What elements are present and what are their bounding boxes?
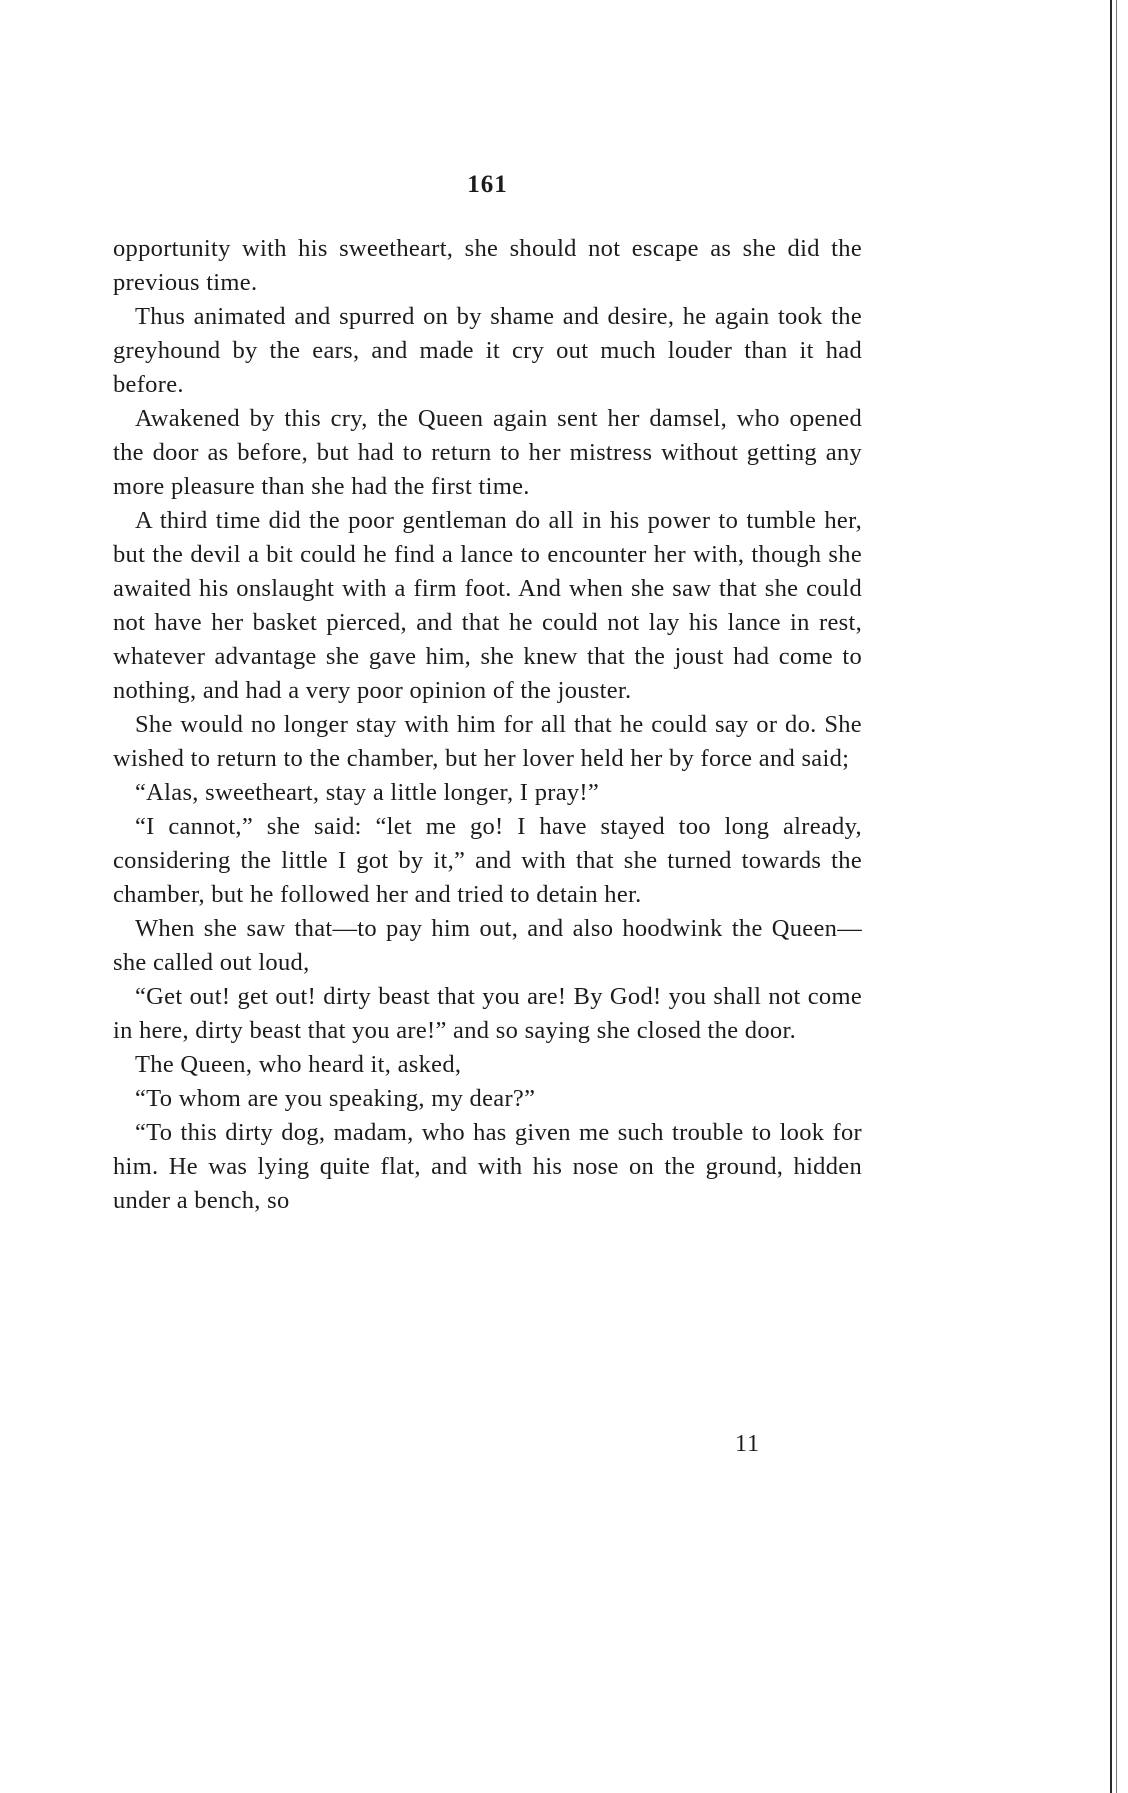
paragraph-10: The Queen, who heard it, asked, <box>135 1051 462 1078</box>
paragraph-2: Thus animated and spurred on by shame and desire, he again took the greyhound by the ears, and made it cry out much louder than it had before. <box>113 303 862 398</box>
paragraph-3: Awakened by this cry, the Queen again sent her damsel, who opened the door as before, but had to return to her mistress without getting any more pleasure than she had the first time. <box>113 405 862 500</box>
body-text <box>113 232 862 1218</box>
paragraph-11: “To whom are you speaking, my dear?” <box>135 1085 536 1112</box>
page-edge-border-secondary <box>1116 0 1117 1793</box>
paragraph-12: “To this dirty dog, madam, who has given me such trouble to look for him. He was lying quite flat, and with his nose on the ground, hidden under a bench, so <box>113 1119 862 1214</box>
signature-mark: 11 <box>735 1431 761 1457</box>
paragraph-1: opportunity with his sweetheart, she should not escape as she did the previous time. <box>113 235 862 296</box>
page-number: 161 <box>467 171 508 198</box>
paragraph-9: “Get out! get out! dirty beast that you are! By God! you shall not come in here, dirty beast that you are!” and so saying she closed the door. <box>113 983 862 1044</box>
paragraph-8: When she saw that—to pay him out, and also hoodwink the Queen—she called out loud, <box>113 915 862 976</box>
paragraph-5: She would no longer stay with him for all that he could say or do. She wished to return to the chamber, but her lover held her by force and said; <box>113 711 862 772</box>
paragraph-4: A third time did the poor gentleman do all in his power to tumble her, but the devil a bit could he find a lance to encounter her with, though she awaited his onslaught with a firm foot. And when she saw that she could not have her basket pierced, and that he could not lay his lance in rest, whatever advantage she gave him, she knew that the joust had come to nothing, and had a very poor opinion of the jouster. <box>113 507 862 704</box>
paragraph-7: “I cannot,” she said: “let me go! I have stayed too long already, considering the little I got by it,” and with that she turned towards the chamber, but he followed her and tried to detain her. <box>113 813 862 908</box>
paragraph-6: “Alas, sweetheart, stay a little longer, I pray!” <box>135 779 600 806</box>
page-edge-border <box>1110 0 1112 1793</box>
